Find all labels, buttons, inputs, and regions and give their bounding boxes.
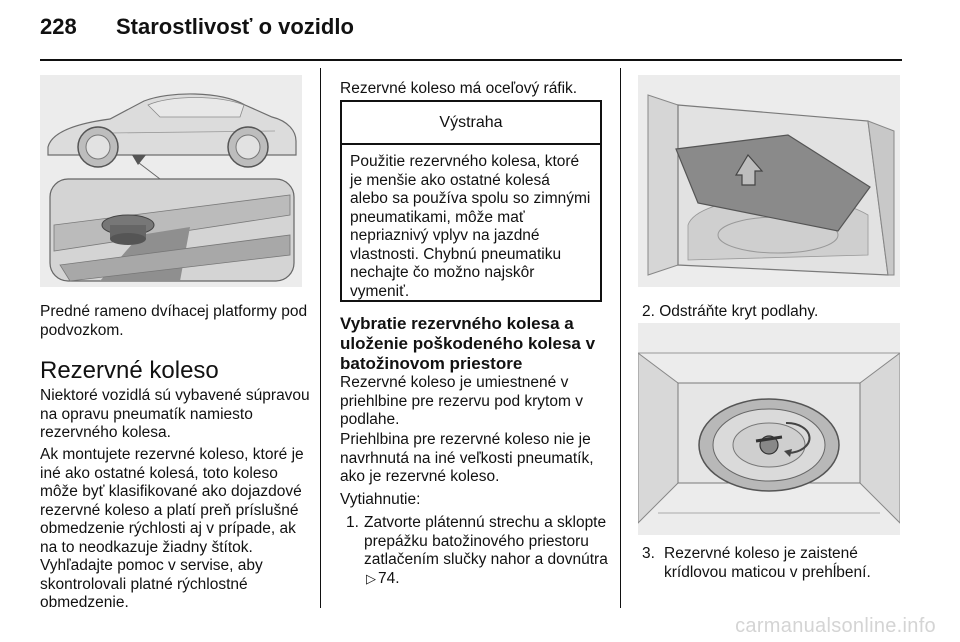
paragraph-removal-intro: Vytiahnutie: [340,491,421,508]
step-2: 2. Odstráňte kryt podlahy. [642,303,819,320]
column-divider-right [620,68,621,608]
warning-box [340,100,602,302]
page-number: 228 [40,14,77,39]
paragraph-temporary-spare: Ak montujete rezervné koleso, ktoré je iné ako ostatné kolesá, toto koleso môže byť klasifikované ako dojazdové rezervné koleso a platí preň príslušné obmedzenie rýchlosti aj v prípade, ak na to neodkazuje žiadny štítok. Vyhľadajte pomoc v servise, aby skontrolovali platné rýchlostné obmedzenie. [40,446,304,611]
header-rule [40,59,902,61]
step-3-text: Rezervné koleso je zaistené krídlovou maticou v prehĺbení. [664,545,871,581]
watermark: carmanualsonline.info [735,615,936,637]
removal-steps [340,514,610,588]
step-1-text: Zatvorte plátennú strechu a sklopte prepážku batožinového priestoru zatlačením slučky nahor a dovnútra [364,514,608,568]
lift-point-illustration [40,75,302,287]
spare-wheel-well-illustration [638,323,900,535]
step-3-number: 3. [642,545,655,562]
step-1-number: 1. [346,514,359,531]
step-1-content [364,514,610,588]
figure-caption-lift: Predné rameno dvíhacej platformy pod podvozkom. [40,303,308,339]
subheading-remove-spare: Vybratie rezervného kolesa a uloženie poškodeného kolesa v batožinovom priestore [340,314,596,373]
paragraph-steel-rim: Rezervné koleso má oceľový ráfik. [340,80,578,97]
trunk-floor-cover-illustration [638,75,900,287]
step-1 [340,514,610,588]
paragraph-spare-location: Rezervné koleso je umiestnené v priehlbine pre rezervu pod krytom v podlahe. [340,374,583,428]
paragraph-repair-kit: Niektoré vozidlá sú vybavené súpravou na opravu pneumatík namiesto rezervného kolesa. [40,387,310,441]
column-divider-left [320,68,321,608]
step-3 [642,545,902,582]
page-title: Starostlivosť o vozidlo [116,14,354,39]
section-heading-spare-wheel: Rezervné koleso [40,357,219,384]
warning-title: Výstraha [342,102,600,145]
page-reference-icon: ▷ [366,570,376,586]
paragraph-well-size: Priehlbina pre rezervné koleso nie je navrhnutá na iné veľkosti pneumatík, ako je rezervné koleso. [340,431,594,485]
step-1-page-ref: 74. [378,569,400,587]
warning-text: Použitie rezervného kolesa, ktoré je menšie ako ostatné kolesá alebo sa používa spolu so zimnými pneumatikami, môže mať nepriaznivý vplyv na jazdné vlastnosti. Chybnú pneumatiku nechajte čo možno najskôr vymeniť. [350,153,591,300]
